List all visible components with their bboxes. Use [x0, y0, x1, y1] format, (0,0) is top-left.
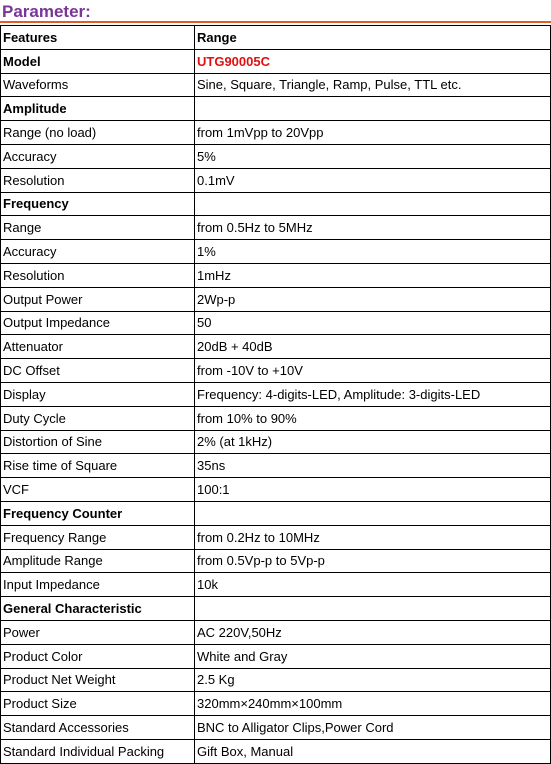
section-row	[1, 97, 551, 121]
feature-cell: Frequency Range	[1, 525, 195, 549]
feature-cell: Output Impedance	[1, 311, 195, 335]
value-cell: 50	[195, 311, 551, 335]
value-cell: BNC to Alligator Clips,Power Cord	[195, 716, 551, 740]
table-row	[1, 716, 551, 740]
value-cell: 20dB + 40dB	[195, 335, 551, 359]
table-row	[1, 406, 551, 430]
feature-cell: Input Impedance	[1, 573, 195, 597]
feature-cell: Standard Accessories	[1, 716, 195, 740]
section-row	[1, 192, 551, 216]
value-cell: 0.1mV	[195, 168, 551, 192]
table-row	[1, 335, 551, 359]
value-cell	[195, 97, 551, 121]
feature-cell: Resolution	[1, 263, 195, 287]
section-title: General Characteristic	[1, 597, 195, 621]
value-cell: 320mm×240mm×100mm	[195, 692, 551, 716]
feature-cell: Amplitude Range	[1, 549, 195, 573]
value-cell: from 0.5Vp-p to 5Vp-p	[195, 549, 551, 573]
value-cell: 100:1	[195, 478, 551, 502]
value-cell: 1mHz	[195, 263, 551, 287]
value-cell: Sine, Square, Triangle, Ramp, Pulse, TTL etc.	[195, 73, 551, 97]
value-cell: Frequency: 4-digits-LED, Amplitude: 3-digits-LED	[195, 382, 551, 406]
value-cell: 35ns	[195, 454, 551, 478]
feature-cell: Rise time of Square	[1, 454, 195, 478]
feature-cell: Model	[1, 49, 195, 73]
table-row	[1, 73, 551, 97]
value-cell: 10k	[195, 573, 551, 597]
table-row	[1, 668, 551, 692]
feature-cell: Accuracy	[1, 240, 195, 264]
value-cell: White and Gray	[195, 644, 551, 668]
value-cell: 2% (at 1kHz)	[195, 430, 551, 454]
feature-cell: Product Net Weight	[1, 668, 195, 692]
feature-cell: Range (no load)	[1, 121, 195, 145]
table-row	[1, 287, 551, 311]
feature-cell: Waveforms	[1, 73, 195, 97]
feature-cell: Resolution	[1, 168, 195, 192]
table-row	[1, 263, 551, 287]
table-row	[1, 359, 551, 383]
table-row	[1, 240, 551, 264]
table-header-row	[1, 26, 551, 50]
table-row	[1, 454, 551, 478]
feature-cell: DC Offset	[1, 359, 195, 383]
feature-cell: Display	[1, 382, 195, 406]
table-row	[1, 525, 551, 549]
section-row	[1, 501, 551, 525]
table-row	[1, 382, 551, 406]
feature-cell: Output Power	[1, 287, 195, 311]
section-title: Frequency	[1, 192, 195, 216]
value-cell: from 0.5Hz to 5MHz	[195, 216, 551, 240]
value-cell: AC 220V,50Hz	[195, 620, 551, 644]
feature-cell: Distortion of Sine	[1, 430, 195, 454]
table-row	[1, 430, 551, 454]
section-row	[1, 597, 551, 621]
feature-cell: VCF	[1, 478, 195, 502]
feature-cell: Standard Individual Packing	[1, 739, 195, 763]
value-cell	[195, 192, 551, 216]
parameter-table	[0, 25, 551, 764]
header-range: Range	[195, 26, 551, 50]
table-row	[1, 692, 551, 716]
feature-cell: Product Color	[1, 644, 195, 668]
value-cell: 2Wp-p	[195, 287, 551, 311]
table-row	[1, 49, 551, 73]
value-cell: Gift Box, Manual	[195, 739, 551, 763]
table-row	[1, 620, 551, 644]
header-features: Features	[1, 26, 195, 50]
value-cell: from 0.2Hz to 10MHz	[195, 525, 551, 549]
value-cell: 2.5 Kg	[195, 668, 551, 692]
value-cell: 1%	[195, 240, 551, 264]
value-cell	[195, 597, 551, 621]
value-cell: from 10% to 90%	[195, 406, 551, 430]
table-row	[1, 121, 551, 145]
table-row	[1, 311, 551, 335]
feature-cell: Product Size	[1, 692, 195, 716]
feature-cell: Attenuator	[1, 335, 195, 359]
value-cell	[195, 501, 551, 525]
feature-cell: Range	[1, 216, 195, 240]
table-row	[1, 478, 551, 502]
model-value-cell: UTG90005C	[195, 49, 551, 73]
value-cell: 5%	[195, 144, 551, 168]
value-cell: from -10V to +10V	[195, 359, 551, 383]
feature-cell: Accuracy	[1, 144, 195, 168]
table-row	[1, 144, 551, 168]
section-title: Amplitude	[1, 97, 195, 121]
value-cell: from 1mVpp to 20Vpp	[195, 121, 551, 145]
table-row	[1, 739, 551, 763]
table-row	[1, 644, 551, 668]
section-title: Frequency Counter	[1, 501, 195, 525]
table-row	[1, 168, 551, 192]
feature-cell: Duty Cycle	[1, 406, 195, 430]
page-heading: Parameter:	[0, 0, 551, 23]
feature-cell: Power	[1, 620, 195, 644]
table-row	[1, 216, 551, 240]
table-row	[1, 549, 551, 573]
table-row	[1, 573, 551, 597]
